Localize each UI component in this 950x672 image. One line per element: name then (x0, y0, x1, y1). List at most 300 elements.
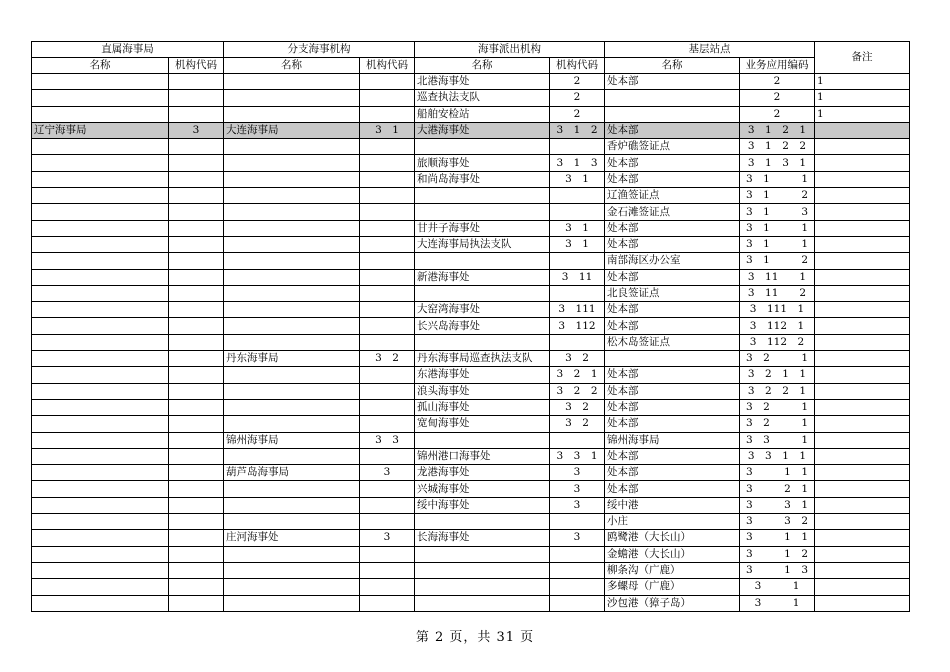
branch-agency-code (360, 106, 415, 122)
direct-bureau-code (169, 236, 224, 252)
station-name: 处本部 (605, 171, 740, 187)
station-name: 辽渔签证点 (605, 188, 740, 204)
dispatch-agency-name (415, 188, 550, 204)
table-row (32, 139, 910, 155)
table-row (32, 122, 910, 138)
dispatch-agency-name: 大连海事局执法支队 (415, 236, 550, 252)
dispatch-agency-code: 3 (550, 497, 605, 513)
table-row (32, 236, 910, 252)
biz-app-code: 2 (740, 74, 815, 90)
biz-app-code: 3 2 1 (740, 481, 815, 497)
biz-app-code: 3 1 3 1 (740, 155, 815, 171)
header-branch-agency: 分支海事机构 (224, 42, 415, 58)
dispatch-agency-code: 3 (550, 465, 605, 481)
branch-agency-code (360, 253, 415, 269)
dispatch-agency-name: 兴城海事处 (415, 481, 550, 497)
direct-bureau-name (32, 188, 169, 204)
branch-agency-code (360, 579, 415, 595)
remark-cell (815, 530, 910, 546)
remark-cell (815, 285, 910, 301)
branch-agency-code (360, 367, 415, 383)
station-name: 处本部 (605, 416, 740, 432)
remark-cell (815, 481, 910, 497)
table-row (32, 188, 910, 204)
remark-cell (815, 139, 910, 155)
direct-bureau-code (169, 204, 224, 220)
branch-agency-name (224, 236, 360, 252)
branch-agency-code (360, 383, 415, 399)
header-dispatch-code: 机构代码 (550, 58, 605, 74)
remark-cell (815, 204, 910, 220)
remark-cell (815, 220, 910, 236)
branch-agency-code (360, 334, 415, 350)
direct-bureau-code (169, 220, 224, 236)
direct-bureau-code (169, 285, 224, 301)
direct-bureau-name (32, 269, 169, 285)
direct-bureau-name (32, 416, 169, 432)
direct-bureau-name (32, 383, 169, 399)
dispatch-agency-code: 3 3 1 (550, 448, 605, 464)
dispatch-agency-name: 龙港海事处 (415, 465, 550, 481)
header-branch-code: 机构代码 (360, 58, 415, 74)
branch-agency-name (224, 90, 360, 106)
dispatch-agency-code: 3 112 (550, 318, 605, 334)
station-name: 处本部 (605, 318, 740, 334)
station-name: 柳条沟（广鹿） (605, 562, 740, 578)
page-footer: 第 2 页，共 31 页 (415, 630, 535, 645)
table-row (32, 416, 910, 432)
direct-bureau-code (169, 416, 224, 432)
table-row (32, 351, 910, 367)
direct-bureau-code (169, 171, 224, 187)
branch-agency-name: 庄河海事处 (224, 530, 360, 546)
station-name: 多螺母（广鹿） (605, 579, 740, 595)
dispatch-agency-name: 旅顺海事处 (415, 155, 550, 171)
remark-cell: 1 (815, 106, 910, 122)
branch-agency-name (224, 562, 360, 578)
direct-bureau-code (169, 106, 224, 122)
table-row (32, 465, 910, 481)
remark-cell (815, 188, 910, 204)
direct-bureau-code (169, 351, 224, 367)
direct-bureau-code (169, 302, 224, 318)
table-row (32, 253, 910, 269)
branch-agency-code (360, 318, 415, 334)
dispatch-agency-name (415, 253, 550, 269)
direct-bureau-name (32, 204, 169, 220)
direct-bureau-name (32, 334, 169, 350)
table-row (32, 579, 910, 595)
remark-cell (815, 562, 910, 578)
direct-bureau-name (32, 579, 169, 595)
maritime-org-table (31, 41, 910, 612)
remark-cell (815, 383, 910, 399)
branch-agency-code (360, 399, 415, 415)
direct-bureau-name (32, 432, 169, 448)
table-row (32, 302, 910, 318)
branch-agency-code (360, 448, 415, 464)
direct-bureau-name (32, 530, 169, 546)
dispatch-agency-name (415, 595, 550, 611)
branch-agency-name (224, 155, 360, 171)
direct-bureau-code (169, 269, 224, 285)
remark-cell (815, 318, 910, 334)
table-row (32, 546, 910, 562)
direct-bureau-name (32, 497, 169, 513)
dispatch-agency-name (415, 204, 550, 220)
branch-agency-code (360, 546, 415, 562)
table-row (32, 481, 910, 497)
dispatch-agency-code: 3 11 (550, 269, 605, 285)
direct-bureau-code (169, 334, 224, 350)
direct-bureau-name (32, 448, 169, 464)
direct-bureau-name (32, 546, 169, 562)
table-row (32, 595, 910, 611)
branch-agency-name (224, 171, 360, 187)
direct-bureau-name (32, 514, 169, 530)
branch-agency-code (360, 236, 415, 252)
table-row (32, 269, 910, 285)
biz-app-code: 2 (740, 106, 815, 122)
branch-agency-code (360, 139, 415, 155)
group-header-row (32, 42, 910, 58)
direct-bureau-code (169, 74, 224, 90)
header-direct-bureau: 直属海事局 (32, 42, 224, 58)
direct-bureau-name (32, 351, 169, 367)
branch-agency-code (360, 481, 415, 497)
branch-agency-code (360, 188, 415, 204)
biz-app-code: 3 2 1 (740, 351, 815, 367)
remark-cell (815, 155, 910, 171)
dispatch-agency-code (550, 595, 605, 611)
branch-agency-name (224, 334, 360, 350)
biz-app-code: 3 11 2 (740, 285, 815, 301)
dispatch-agency-code: 3 2 (550, 399, 605, 415)
direct-bureau-name (32, 90, 169, 106)
branch-agency-name (224, 204, 360, 220)
remark-cell (815, 253, 910, 269)
dispatch-agency-name (415, 139, 550, 155)
remark-cell (815, 497, 910, 513)
remark-cell (815, 269, 910, 285)
branch-agency-code: 3 3 (360, 432, 415, 448)
biz-app-code: 3 1 2 (740, 253, 815, 269)
dispatch-agency-name (415, 285, 550, 301)
dispatch-agency-code: 3 2 (550, 351, 605, 367)
dispatch-agency-name: 长海海事处 (415, 530, 550, 546)
branch-agency-name (224, 579, 360, 595)
biz-app-code: 3 1 2 (740, 188, 815, 204)
dispatch-agency-name: 孤山海事处 (415, 399, 550, 415)
direct-bureau-code (169, 514, 224, 530)
dispatch-agency-name (415, 579, 550, 595)
station-name: 处本部 (605, 122, 740, 138)
remark-cell: 1 (815, 90, 910, 106)
branch-agency-name (224, 139, 360, 155)
branch-agency-name (224, 546, 360, 562)
direct-bureau-name (32, 399, 169, 415)
direct-bureau-name (32, 302, 169, 318)
branch-agency-name: 丹东海事局 (224, 351, 360, 367)
branch-agency-code (360, 155, 415, 171)
direct-bureau-code (169, 318, 224, 334)
station-name: 金蟾港（大长山） (605, 546, 740, 562)
biz-app-code: 3 1 1 (740, 236, 815, 252)
branch-agency-name (224, 481, 360, 497)
branch-agency-code (360, 497, 415, 513)
direct-bureau-code (169, 562, 224, 578)
branch-agency-code (360, 171, 415, 187)
dispatch-agency-code (550, 204, 605, 220)
direct-bureau-code (169, 432, 224, 448)
branch-agency-name (224, 514, 360, 530)
direct-bureau-code (169, 579, 224, 595)
dispatch-agency-name: 新港海事处 (415, 269, 550, 285)
station-name: 处本部 (605, 302, 740, 318)
dispatch-agency-code: 3 1 2 (550, 122, 605, 138)
dispatch-agency-name: 北港海事处 (415, 74, 550, 90)
station-name: 处本部 (605, 74, 740, 90)
direct-bureau-code (169, 155, 224, 171)
table-row (32, 432, 910, 448)
biz-app-code: 3 3 2 (740, 514, 815, 530)
remark-cell (815, 546, 910, 562)
biz-app-code: 3 112 2 (740, 334, 815, 350)
remark-cell: 1 (815, 74, 910, 90)
table-row (32, 155, 910, 171)
dispatch-agency-name: 大窑湾海事处 (415, 302, 550, 318)
table-row (32, 448, 910, 464)
branch-agency-code (360, 285, 415, 301)
table-row (32, 383, 910, 399)
branch-agency-code (360, 514, 415, 530)
direct-bureau-name (32, 74, 169, 90)
table-row (32, 530, 910, 546)
table-row (32, 220, 910, 236)
table-row (32, 318, 910, 334)
direct-bureau-name (32, 171, 169, 187)
station-name: 北良签证点 (605, 285, 740, 301)
direct-bureau-code (169, 367, 224, 383)
biz-app-code: 3 3 1 (740, 432, 815, 448)
branch-agency-code (360, 90, 415, 106)
direct-bureau-name (32, 285, 169, 301)
branch-agency-name (224, 106, 360, 122)
dispatch-agency-name (415, 432, 550, 448)
biz-app-code: 3 1 2 (740, 546, 815, 562)
branch-agency-code: 3 (360, 465, 415, 481)
branch-agency-code (360, 74, 415, 90)
header-station-name: 名称 (605, 58, 740, 74)
table-row (32, 171, 910, 187)
branch-agency-name (224, 318, 360, 334)
table-row (32, 90, 910, 106)
remark-cell (815, 367, 910, 383)
direct-bureau-name (32, 595, 169, 611)
station-name: 处本部 (605, 465, 740, 481)
branch-agency-name (224, 448, 360, 464)
biz-app-code: 3 111 1 (740, 302, 815, 318)
dispatch-agency-name (415, 334, 550, 350)
direct-bureau-code (169, 448, 224, 464)
station-name: 绥中港 (605, 497, 740, 513)
direct-bureau-name (32, 139, 169, 155)
table-row (32, 367, 910, 383)
biz-app-code: 3 1 3 (740, 562, 815, 578)
direct-bureau-name (32, 106, 169, 122)
station-name: 处本部 (605, 481, 740, 497)
header-biz-code: 业务应用编码 (740, 58, 815, 74)
station-name (605, 90, 740, 106)
direct-bureau-code (169, 139, 224, 155)
direct-bureau-name: 辽宁海事局 (32, 122, 169, 138)
direct-bureau-code (169, 546, 224, 562)
station-name: 香炉礁签证点 (605, 139, 740, 155)
branch-agency-code (360, 220, 415, 236)
biz-app-code: 3 1 3 (740, 204, 815, 220)
direct-bureau-name (32, 236, 169, 252)
dispatch-agency-name (415, 562, 550, 578)
dispatch-agency-code: 3 1 (550, 236, 605, 252)
dispatch-agency-name (415, 514, 550, 530)
remark-cell (815, 334, 910, 350)
branch-agency-code (360, 302, 415, 318)
header-direct-name: 名称 (32, 58, 169, 74)
dispatch-agency-name: 和尚岛海事处 (415, 171, 550, 187)
biz-app-code: 3 1 1 (740, 465, 815, 481)
biz-app-code: 3 2 2 1 (740, 383, 815, 399)
table-row (32, 514, 910, 530)
biz-app-code: 3 2 1 (740, 416, 815, 432)
remark-cell (815, 351, 910, 367)
dispatch-agency-code (550, 253, 605, 269)
remark-cell (815, 432, 910, 448)
table-row (32, 399, 910, 415)
dispatch-agency-name: 浪头海事处 (415, 383, 550, 399)
dispatch-agency-code: 3 2 1 (550, 367, 605, 383)
station-name: 处本部 (605, 399, 740, 415)
station-name: 处本部 (605, 383, 740, 399)
table-row (32, 497, 910, 513)
station-name: 沙包港（獐子岛） (605, 595, 740, 611)
station-name: 处本部 (605, 220, 740, 236)
sub-header-row (32, 58, 910, 74)
remark-cell (815, 399, 910, 415)
branch-agency-name (224, 595, 360, 611)
branch-agency-name (224, 302, 360, 318)
header-remark: 备注 (815, 42, 910, 74)
dispatch-agency-code (550, 334, 605, 350)
remark-cell (815, 122, 910, 138)
station-name: 处本部 (605, 367, 740, 383)
station-name (605, 351, 740, 367)
direct-bureau-code (169, 481, 224, 497)
branch-agency-name: 锦州海事局 (224, 432, 360, 448)
branch-agency-code (360, 269, 415, 285)
header-dispatch-agency: 海事派出机构 (415, 42, 605, 58)
biz-app-code: 3 1 1 (740, 171, 815, 187)
station-name: 处本部 (605, 236, 740, 252)
branch-agency-name (224, 416, 360, 432)
biz-app-code: 3 1 2 1 (740, 122, 815, 138)
table-row (32, 74, 910, 90)
station-name: 金石滩签证点 (605, 204, 740, 220)
dispatch-agency-code: 3 2 (550, 416, 605, 432)
dispatch-agency-code: 2 (550, 106, 605, 122)
branch-agency-name (224, 497, 360, 513)
station-name: 处本部 (605, 269, 740, 285)
biz-app-code: 3 11 1 (740, 269, 815, 285)
dispatch-agency-code (550, 514, 605, 530)
header-station: 基层站点 (605, 42, 815, 58)
table-row (32, 562, 910, 578)
dispatch-agency-code: 2 (550, 74, 605, 90)
direct-bureau-name (32, 367, 169, 383)
remark-cell (815, 465, 910, 481)
dispatch-agency-code (550, 285, 605, 301)
station-name: 鸥鹭港（大长山） (605, 530, 740, 546)
dispatch-agency-name: 大港海事处 (415, 122, 550, 138)
station-name: 南部海区办公室 (605, 253, 740, 269)
branch-agency-name (224, 253, 360, 269)
remark-cell (815, 595, 910, 611)
branch-agency-name (224, 367, 360, 383)
header-branch-name: 名称 (224, 58, 360, 74)
dispatch-agency-name: 甘井子海事处 (415, 220, 550, 236)
branch-agency-name (224, 220, 360, 236)
table-row (32, 285, 910, 301)
dispatch-agency-name: 巡查执法支队 (415, 90, 550, 106)
dispatch-agency-name: 丹东海事局巡查执法支队 (415, 351, 550, 367)
dispatch-agency-code (550, 188, 605, 204)
branch-agency-code (360, 204, 415, 220)
branch-agency-code: 3 (360, 530, 415, 546)
remark-cell (815, 302, 910, 318)
header-dispatch-name: 名称 (415, 58, 550, 74)
direct-bureau-code (169, 383, 224, 399)
direct-bureau-name (32, 562, 169, 578)
dispatch-agency-name: 长兴岛海事处 (415, 318, 550, 334)
branch-agency-name (224, 269, 360, 285)
station-name: 锦州海事局 (605, 432, 740, 448)
dispatch-agency-name: 绥中海事处 (415, 497, 550, 513)
biz-app-code: 3 1 1 (740, 530, 815, 546)
direct-bureau-code (169, 595, 224, 611)
biz-app-code: 3 1 1 (740, 220, 815, 236)
dispatch-agency-code (550, 432, 605, 448)
branch-agency-code: 3 2 (360, 351, 415, 367)
table-row (32, 334, 910, 350)
table-row (32, 106, 910, 122)
table-row (32, 204, 910, 220)
remark-cell (815, 514, 910, 530)
branch-agency-name: 葫芦岛海事局 (224, 465, 360, 481)
direct-bureau-name (32, 465, 169, 481)
biz-app-code: 3 2 1 1 (740, 367, 815, 383)
remark-cell (815, 236, 910, 252)
dispatch-agency-code: 3 1 (550, 171, 605, 187)
branch-agency-code (360, 416, 415, 432)
station-name: 小庄 (605, 514, 740, 530)
remark-cell (815, 579, 910, 595)
dispatch-agency-code: 3 111 (550, 302, 605, 318)
station-name: 处本部 (605, 155, 740, 171)
dispatch-agency-name (415, 546, 550, 562)
direct-bureau-code (169, 497, 224, 513)
dispatch-agency-code: 3 (550, 530, 605, 546)
direct-bureau-code: 3 (169, 122, 224, 138)
direct-bureau-code (169, 465, 224, 481)
